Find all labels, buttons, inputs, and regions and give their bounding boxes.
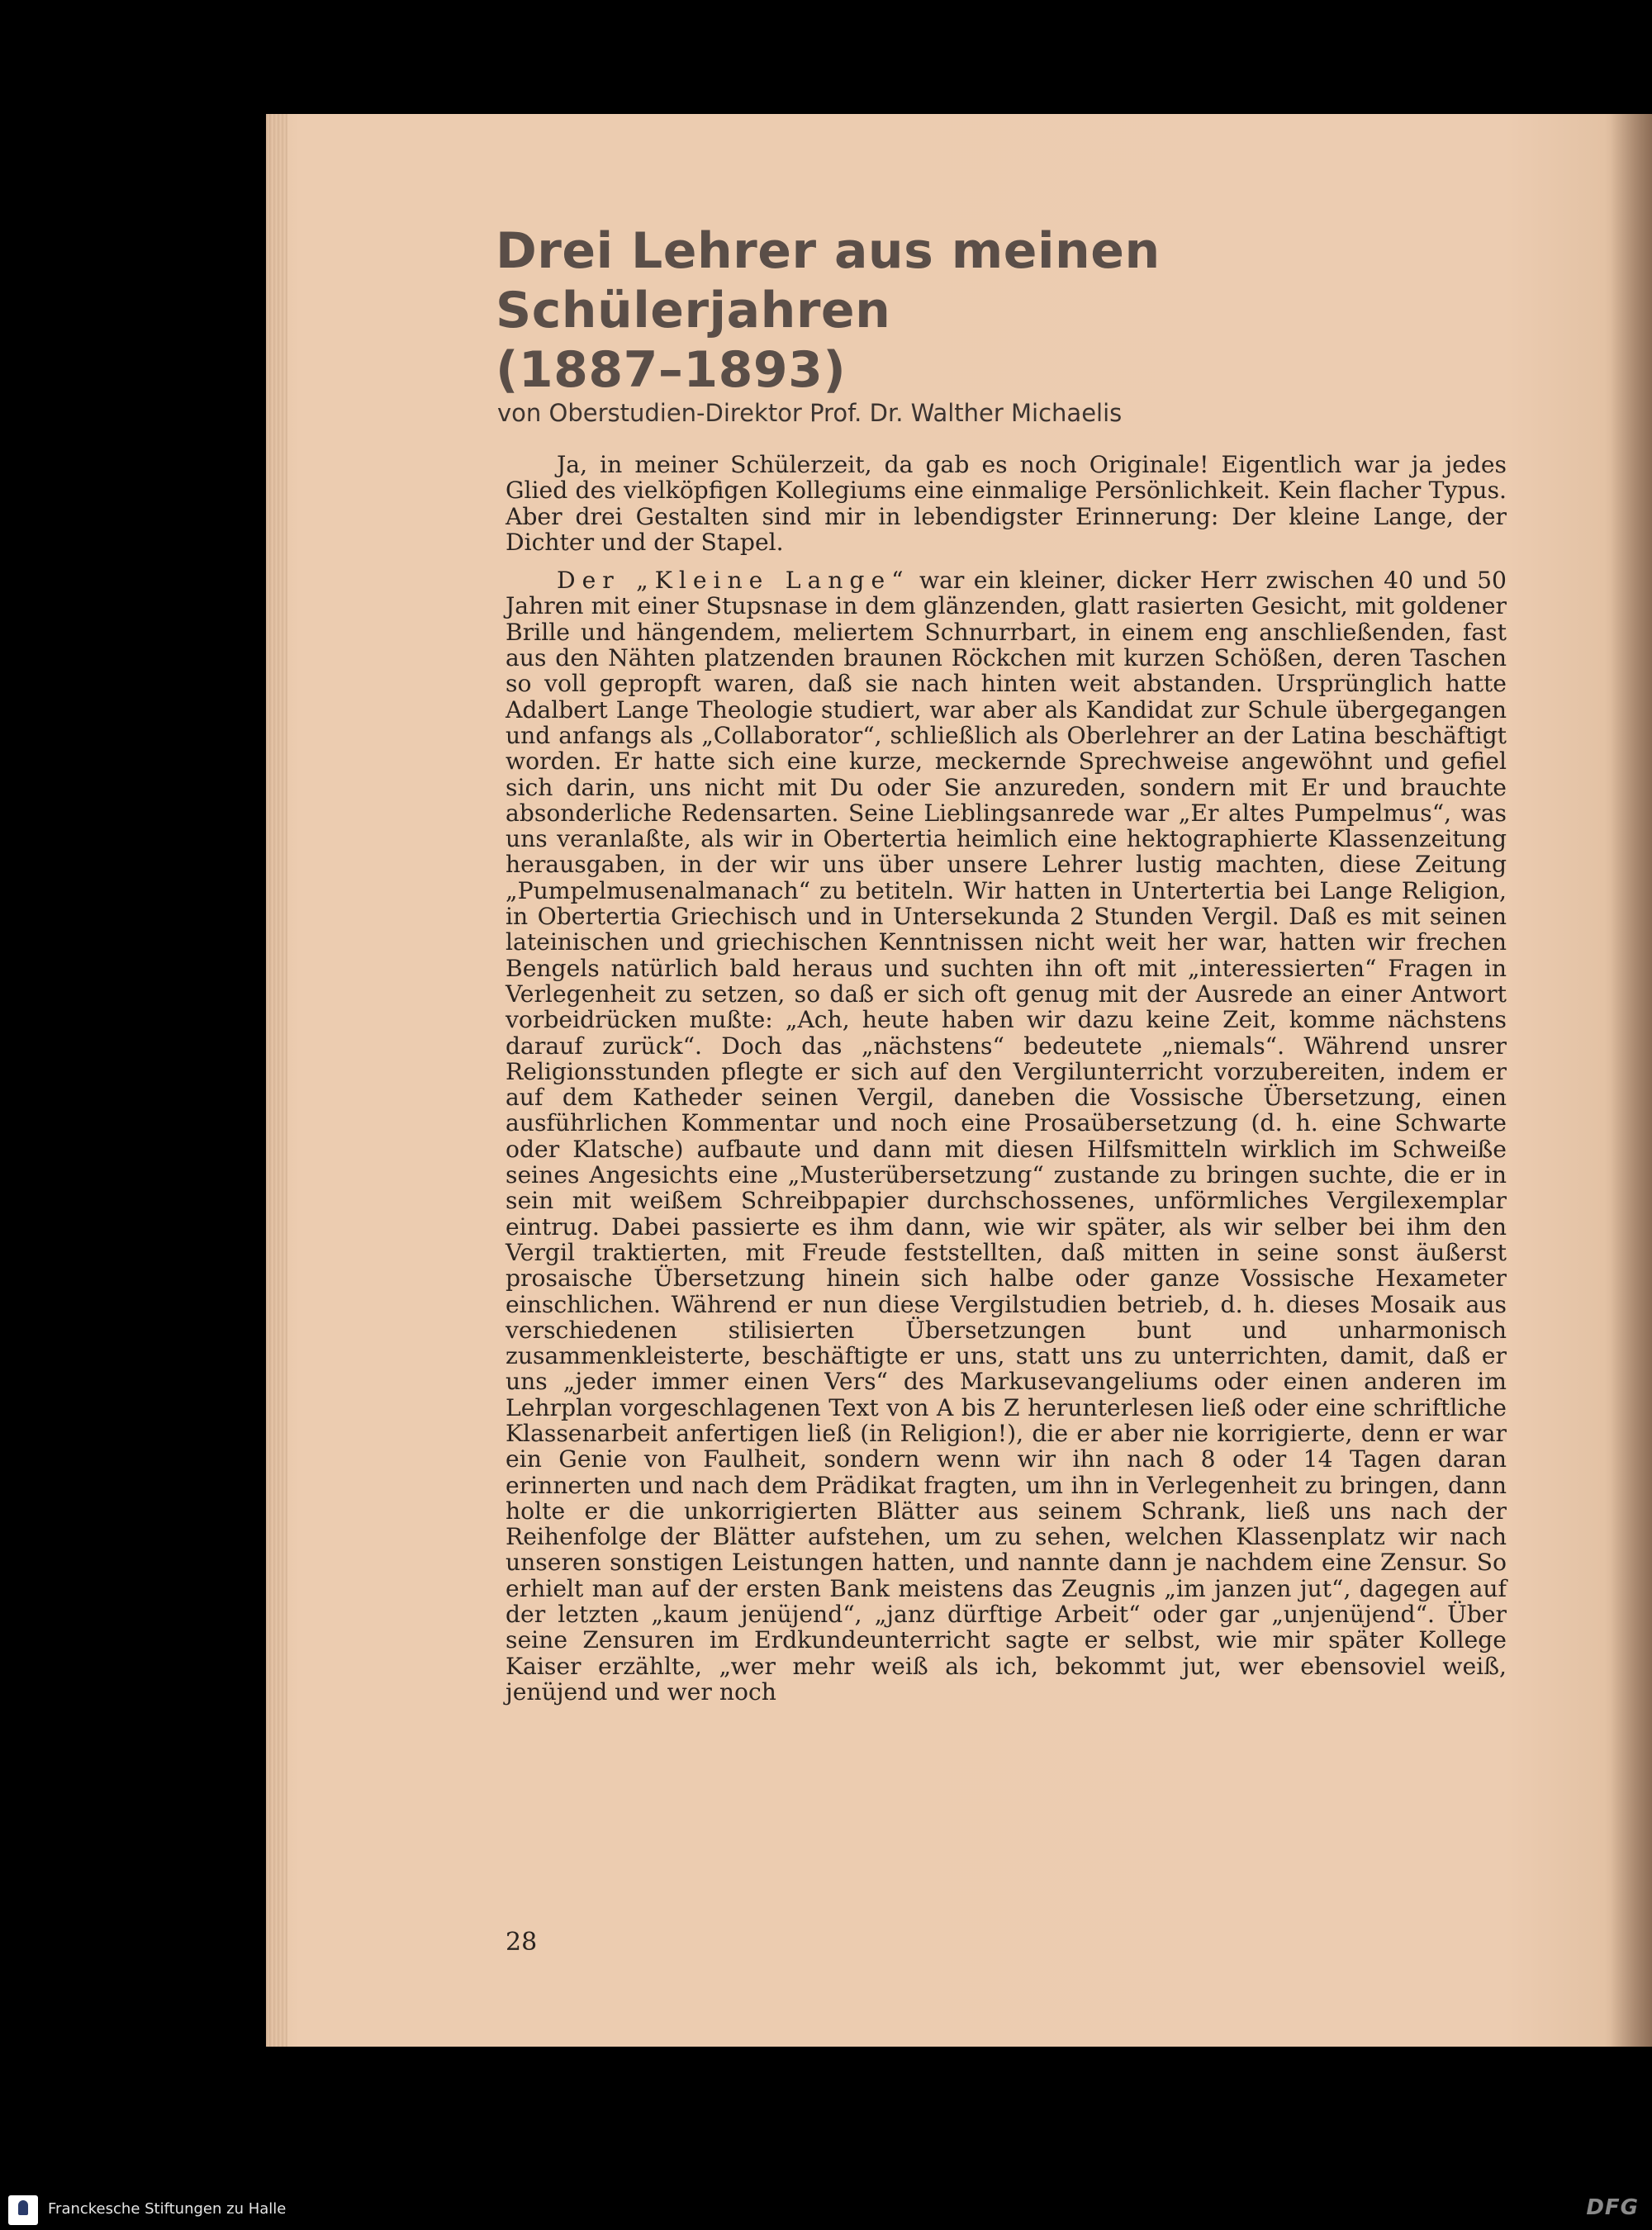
article-author: von Oberstudien-Direktor Prof. Dr. Walther Michaelis (497, 399, 1123, 427)
article-body (506, 452, 1507, 1705)
paragraph-text: war ein kleiner, dicker Herr zwischen 40 und 50 Jahren mit einer Stupsnase in dem glänzenden, glatt rasierten Gesicht, mit goldener Brille und hängendem, meliertem Schnurrbart, in einem eng anschließenden, fast aus den Nähten platzenden braunen Röckchen mit kurzen Schößen, deren Taschen so voll gepropft waren, daß sie nach hinten weit abstanden. Ursprünglich hatte Adalbert Lange Theologie studiert, war aber als Kandidat zur Schule übergegangen und anfangs als „Collaborator“, schließlich als Oberlehrer an der Latina beschäftigt worden. Er hatte sich eine kurze, meckernde Sprechweise angewöhnt und gefiel sich darin, uns nicht mit Du oder Sie anzureden, sondern mit Er und brauchte absonderliche Redensarten. Seine Lieblingsanrede war „Er altes Pumpelmus“, was uns veranlaßte, als wir in Obertertia heimlich eine hektographierte Klassenzeitung herausgaben, in der wir uns über unsere Lehrer lustig machten, diese Zeitung „Pumpelmusenalmanach“ zu betiteln. Wir hatten in Untertertia bei Lange Religion, in Obertertia Griechisch und in Untersekunda 2 Stunden Vergil. Daß es mit seinen lateinischen und griechischen Kenntnissen nicht weit her war, hatten wir frechen Bengels natürlich bald heraus und suchten ihn oft mit „interessierten“ Fragen in Verlegenheit zu setzen, so daß er sich oft genug mit der Ausrede an einer Antwort vorbeidrücken mußte: „Ach, heute haben wir dazu keine Zeit, komme nächstens darauf zurück“. Doch das „nächstens“ bedeutete „niemals“. Während unsrer Religionsstunden pflegte er sich auf den Vergilunterricht vorzubereiten, indem er auf dem Katheder seinen Vergil, daneben die Vossische Übersetzung, einen ausführlichen Kommentar und noch eine Prosaübersetzung (d. h. eine Schwarte oder Klatsche) aufbaute und dann mit diesen Hilfsmitteln wirklich im Schweiße seines Angesichts eine „Musterübersetzung“ zustande zu bringen suchte, die er in sein mit weißem Schreibpapier durchschossenes, unförmliches Vergilexemplar eintrug. Dabei passierte es ihm dann, wie wir später, als wir selber bei ihm den Vergil traktierten, mit Freude feststellten, daß mitten in seine sonst äußerst prosaische Übersetzung hinein sich halbe oder ganze Vossische Hexameter einschlichen. Während er nun diese Vergilstudien betrieb, d. h. dieses Mosaik aus verschiedenen stilisierten Übersetzungen bunt und unharmonisch zusammenkleisterte, beschäftigte er uns, statt uns zu unterrichten, damit, daß er uns „jeder immer einen Vers“ des Markusevangeliums oder einen anderen im Lehrplan vorgeschlagenen Text von A bis Z herunterlesen ließ oder eine schriftliche Klassenarbeit anfertigen ließ (in Religion!), die er aber nie korrigierte, denn er war ein Genie von Faulheit, sondern wenn wir ihn nach 8 oder 14 Tagen daran erinnerten und nach dem Prädikat fragten, um ihn in Verlegenheit zu bringen, dann holte er die unkorrigierten Blätter aus seinem Schrank, ließ uns nach der Reihenfolge der Blätter aufstehen, um zu sehen, welchen Klassenplatz wir nach unseren sonstigen Leistungen hatten, und nannte dann je nachdem eine Zensur. So erhielt man auf der ersten Bank meistens das Zeugnis „im janzen jut“, dagegen auf der letzten „kaum jenüjend“, „janz dürftige Arbeit“ oder gar „unjenüjend“. Über seine Zensuren im Erdkundeunterricht sagte er selbst, wie mir später Kollege Kaiser erzählte, „wer mehr weiß als ich, bekommt jut, wer ebensoviel weiß, jenüjend und wer noch (506, 567, 1507, 1706)
institution-name: Franckesche Stiftungen zu Halle (48, 2200, 287, 2218)
paragraph-kleine-lange (506, 567, 1507, 1705)
title-line-1: Drei Lehrer aus meinen Schülerjahren (496, 222, 1161, 339)
paragraph-intro: Ja, in meiner Schülerzeit, da gab es noch Originale! Eigentlich war ja jedes Glied des vielköpfigen Kollegiums eine einmalige Persönlichkeit. Kein flacher Typus. Aber drei Gestalten sind mir in lebendigster Erinnerung: Der kleine Lange, der Dichter und der Stapel. (506, 451, 1507, 556)
book-gutter (1611, 114, 1652, 2047)
viewer-footer (0, 2189, 1652, 2230)
franckesche-logo-icon (8, 2195, 38, 2225)
dfg-logo: DFG (1586, 2195, 1639, 2220)
article-title (496, 221, 1503, 400)
page-edge (266, 114, 287, 2047)
spaced-lead: Der „Kleine Lange“ (557, 567, 910, 595)
title-line-2: (1887–1893) (496, 341, 847, 399)
page-number: 28 (506, 1928, 538, 1957)
